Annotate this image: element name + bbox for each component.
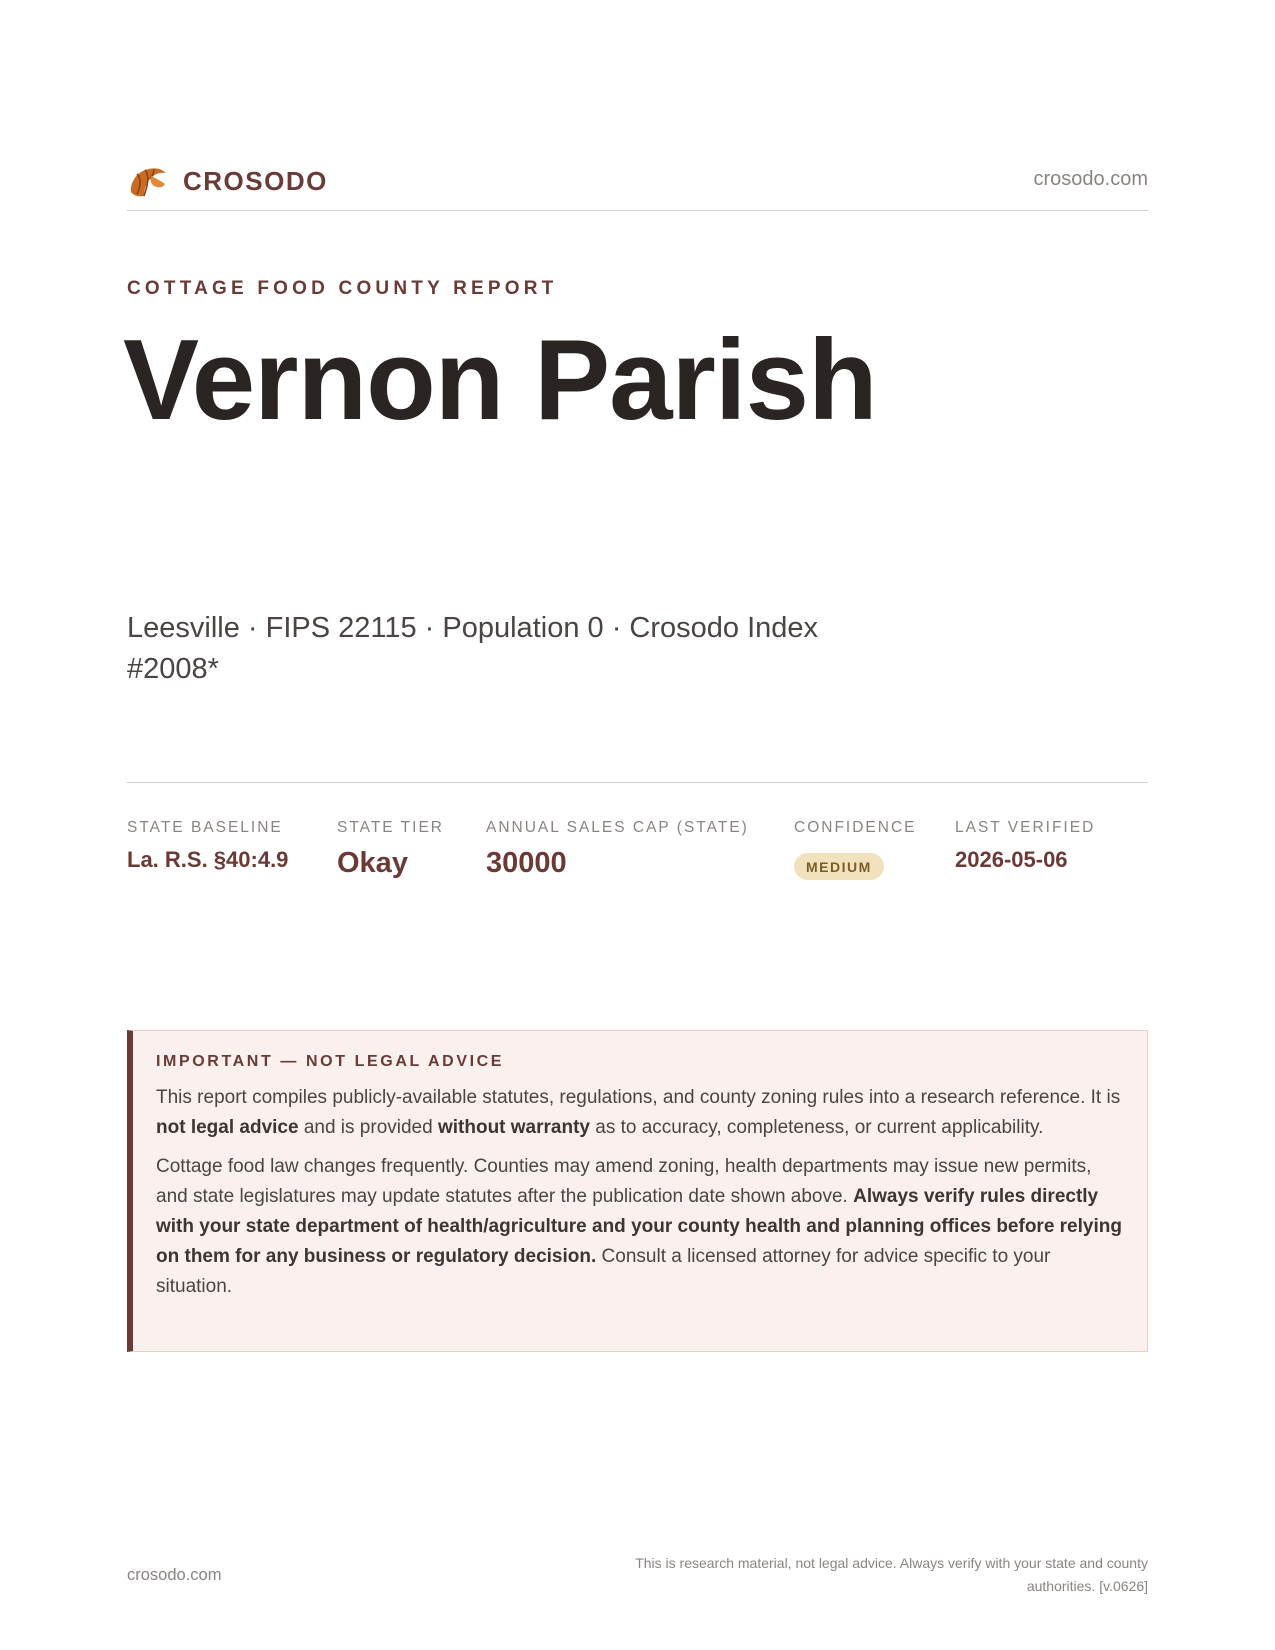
notice-text: and is provided <box>298 1117 438 1138</box>
stat-last-verified <box>955 819 1095 873</box>
stat-confidence <box>794 819 916 880</box>
notice-text: as to accuracy, completeness, or current applicability. <box>589 1117 1044 1138</box>
page-header <box>127 158 1148 211</box>
brand[interactable] <box>127 162 328 200</box>
notice-text: Consult a licensed attorney for advice specific to your situation. <box>156 1246 1051 1297</box>
legal-notice <box>127 1030 1148 1352</box>
stat-label: LAST VERIFIED <box>955 819 1096 836</box>
notice-text: This report compiles publicly-available statutes, regulations, and county zoning rules into a research reference. It is <box>156 1087 1121 1108</box>
notice-emphasis: Always verify rules directly with your state department of health/agriculture and your county health and planning offices before relying on them for any business or regulatory decision. <box>156 1186 1122 1267</box>
stat-label: STATE BASELINE <box>127 819 283 836</box>
notice-title: IMPORTANT — NOT LEGAL ADVICE <box>156 1053 505 1070</box>
report-page <box>123 0 1148 1650</box>
stat-value: 30000 <box>486 847 567 879</box>
stat-label: CONFIDENCE <box>794 819 917 836</box>
notice-emphasis: not legal advice <box>156 1117 299 1138</box>
stat-value: 2026-05-06 <box>955 847 1068 872</box>
report-eyebrow: COTTAGE FOOD COUNTY REPORT <box>127 278 558 299</box>
stat-value: Okay <box>337 847 408 879</box>
notice-paragraph <box>156 1152 1123 1302</box>
stat-state-tier <box>337 819 444 880</box>
site-link[interactable]: crosodo.com <box>1033 168 1148 190</box>
stat-value: La. R.S. §40:4.9 <box>127 847 289 872</box>
croissant-icon <box>127 162 169 200</box>
stat-label: ANNUAL SALES CAP (STATE) <box>486 819 749 836</box>
stat-annual-sales-cap <box>486 819 749 880</box>
notice-text: Cottage food law changes frequently. Counties may amend zoning, health departments may issue new permits, and state legislatures may update statutes after the publication date shown above. <box>156 1156 1092 1207</box>
notice-emphasis: without warranty <box>437 1117 590 1138</box>
report-subtitle: Leesville · FIPS 22115 · Population 0 · Crosodo Index #2008* <box>127 612 819 685</box>
stat-label: STATE TIER <box>337 819 444 836</box>
notice-paragraph <box>156 1083 1123 1143</box>
confidence-badge: MEDIUM <box>794 853 884 880</box>
brand-name: CROSODO <box>183 165 328 196</box>
page-title: Vernon Parish <box>123 317 877 444</box>
footer-disclaimer: This is research material, not legal advice. Always verify with your state and county authorities. [v.0626] <box>635 1555 1148 1594</box>
stat-state-baseline <box>127 819 288 873</box>
footer-site[interactable]: crosodo.com <box>127 1566 222 1584</box>
stats-row <box>127 782 1148 893</box>
